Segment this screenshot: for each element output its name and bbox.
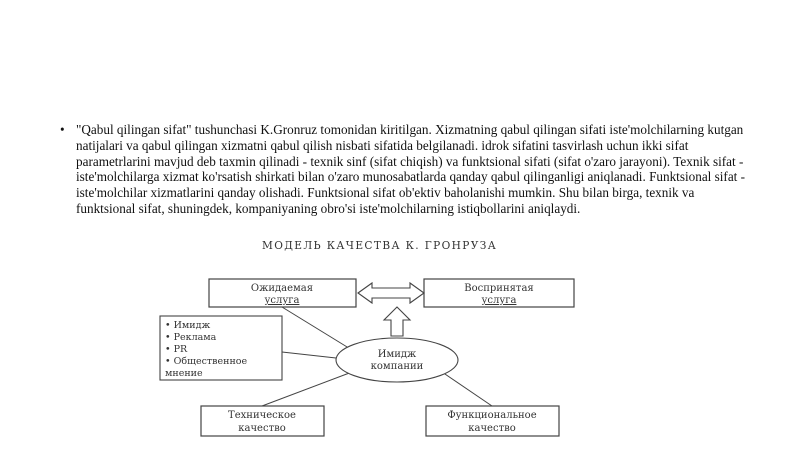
company-image-label-1: Имидж <box>377 349 417 360</box>
connector-expected-to-image <box>282 307 352 350</box>
company-image-ellipse <box>336 338 458 382</box>
bullet-text: "Qabul qilingan sifat" tushunchasi K.Gronruz tomonidan kiritilgan. Xizmatning qabul qilingan sifati iste'molchilarning kutgan natijalari va qabul qilingan xizmatni qabul qilish nisbati sifatida belgilanadi. idrok sifatini tasvirlash uchun ikki sifat parametrlarini mavjud deb taxmin qilinadi - texnik sinf (sifat chiqish) va funktsional sifati (sifat o'zaro jarayoni). Texnik sifat - iste'molchilarga xizmat ko'rsatish shirkati bilan o'zaro munosabatlarda qanday qabul qilinganligi aniqlanadi. Funktsional sifat - iste'molchilar xizmatlarini qanday olishadi. Funktsional sifat ob'ektiv baholanishi mumkin. Shu bilan birga, texnik va funktsional sifat, shuningdek, kompaniyaning obro'si iste'molchilarning istiqbollarini aniqlaydi. <box>76 122 746 216</box>
company-image-label-2: компании <box>370 361 424 372</box>
list-item-3: • PR <box>165 344 188 355</box>
perceived-service-label-2: услуга <box>481 295 517 306</box>
expected-service-label-2: услуга <box>264 295 300 306</box>
connector-image-to-functional <box>442 372 492 406</box>
connector-image-to-technical <box>262 372 352 406</box>
list-item-2: • Реклама <box>165 332 217 343</box>
list-item-5: мнение <box>165 368 203 379</box>
connector-list-to-image <box>282 352 336 358</box>
expected-service-label-1: Ожидаемая <box>250 283 314 294</box>
functional-quality-label-2: качество <box>468 423 516 434</box>
technical-quality-label-1: Техническое <box>228 410 296 421</box>
list-item-4: • Общественное <box>165 356 248 367</box>
technical-quality-label-2: качество <box>238 423 286 434</box>
list-item-1: • Имидж <box>165 320 211 331</box>
diagram-title: МОДЕЛЬ КАЧЕСТВА К. ГРОНРУЗА <box>262 238 498 252</box>
double-arrow-icon <box>358 283 424 303</box>
perceived-service-label-1: Воспринятая <box>464 283 534 294</box>
bullet-dot-icon: • <box>60 122 65 137</box>
up-arrow-icon <box>384 307 410 336</box>
functional-quality-label-1: Функциональное <box>447 410 537 421</box>
